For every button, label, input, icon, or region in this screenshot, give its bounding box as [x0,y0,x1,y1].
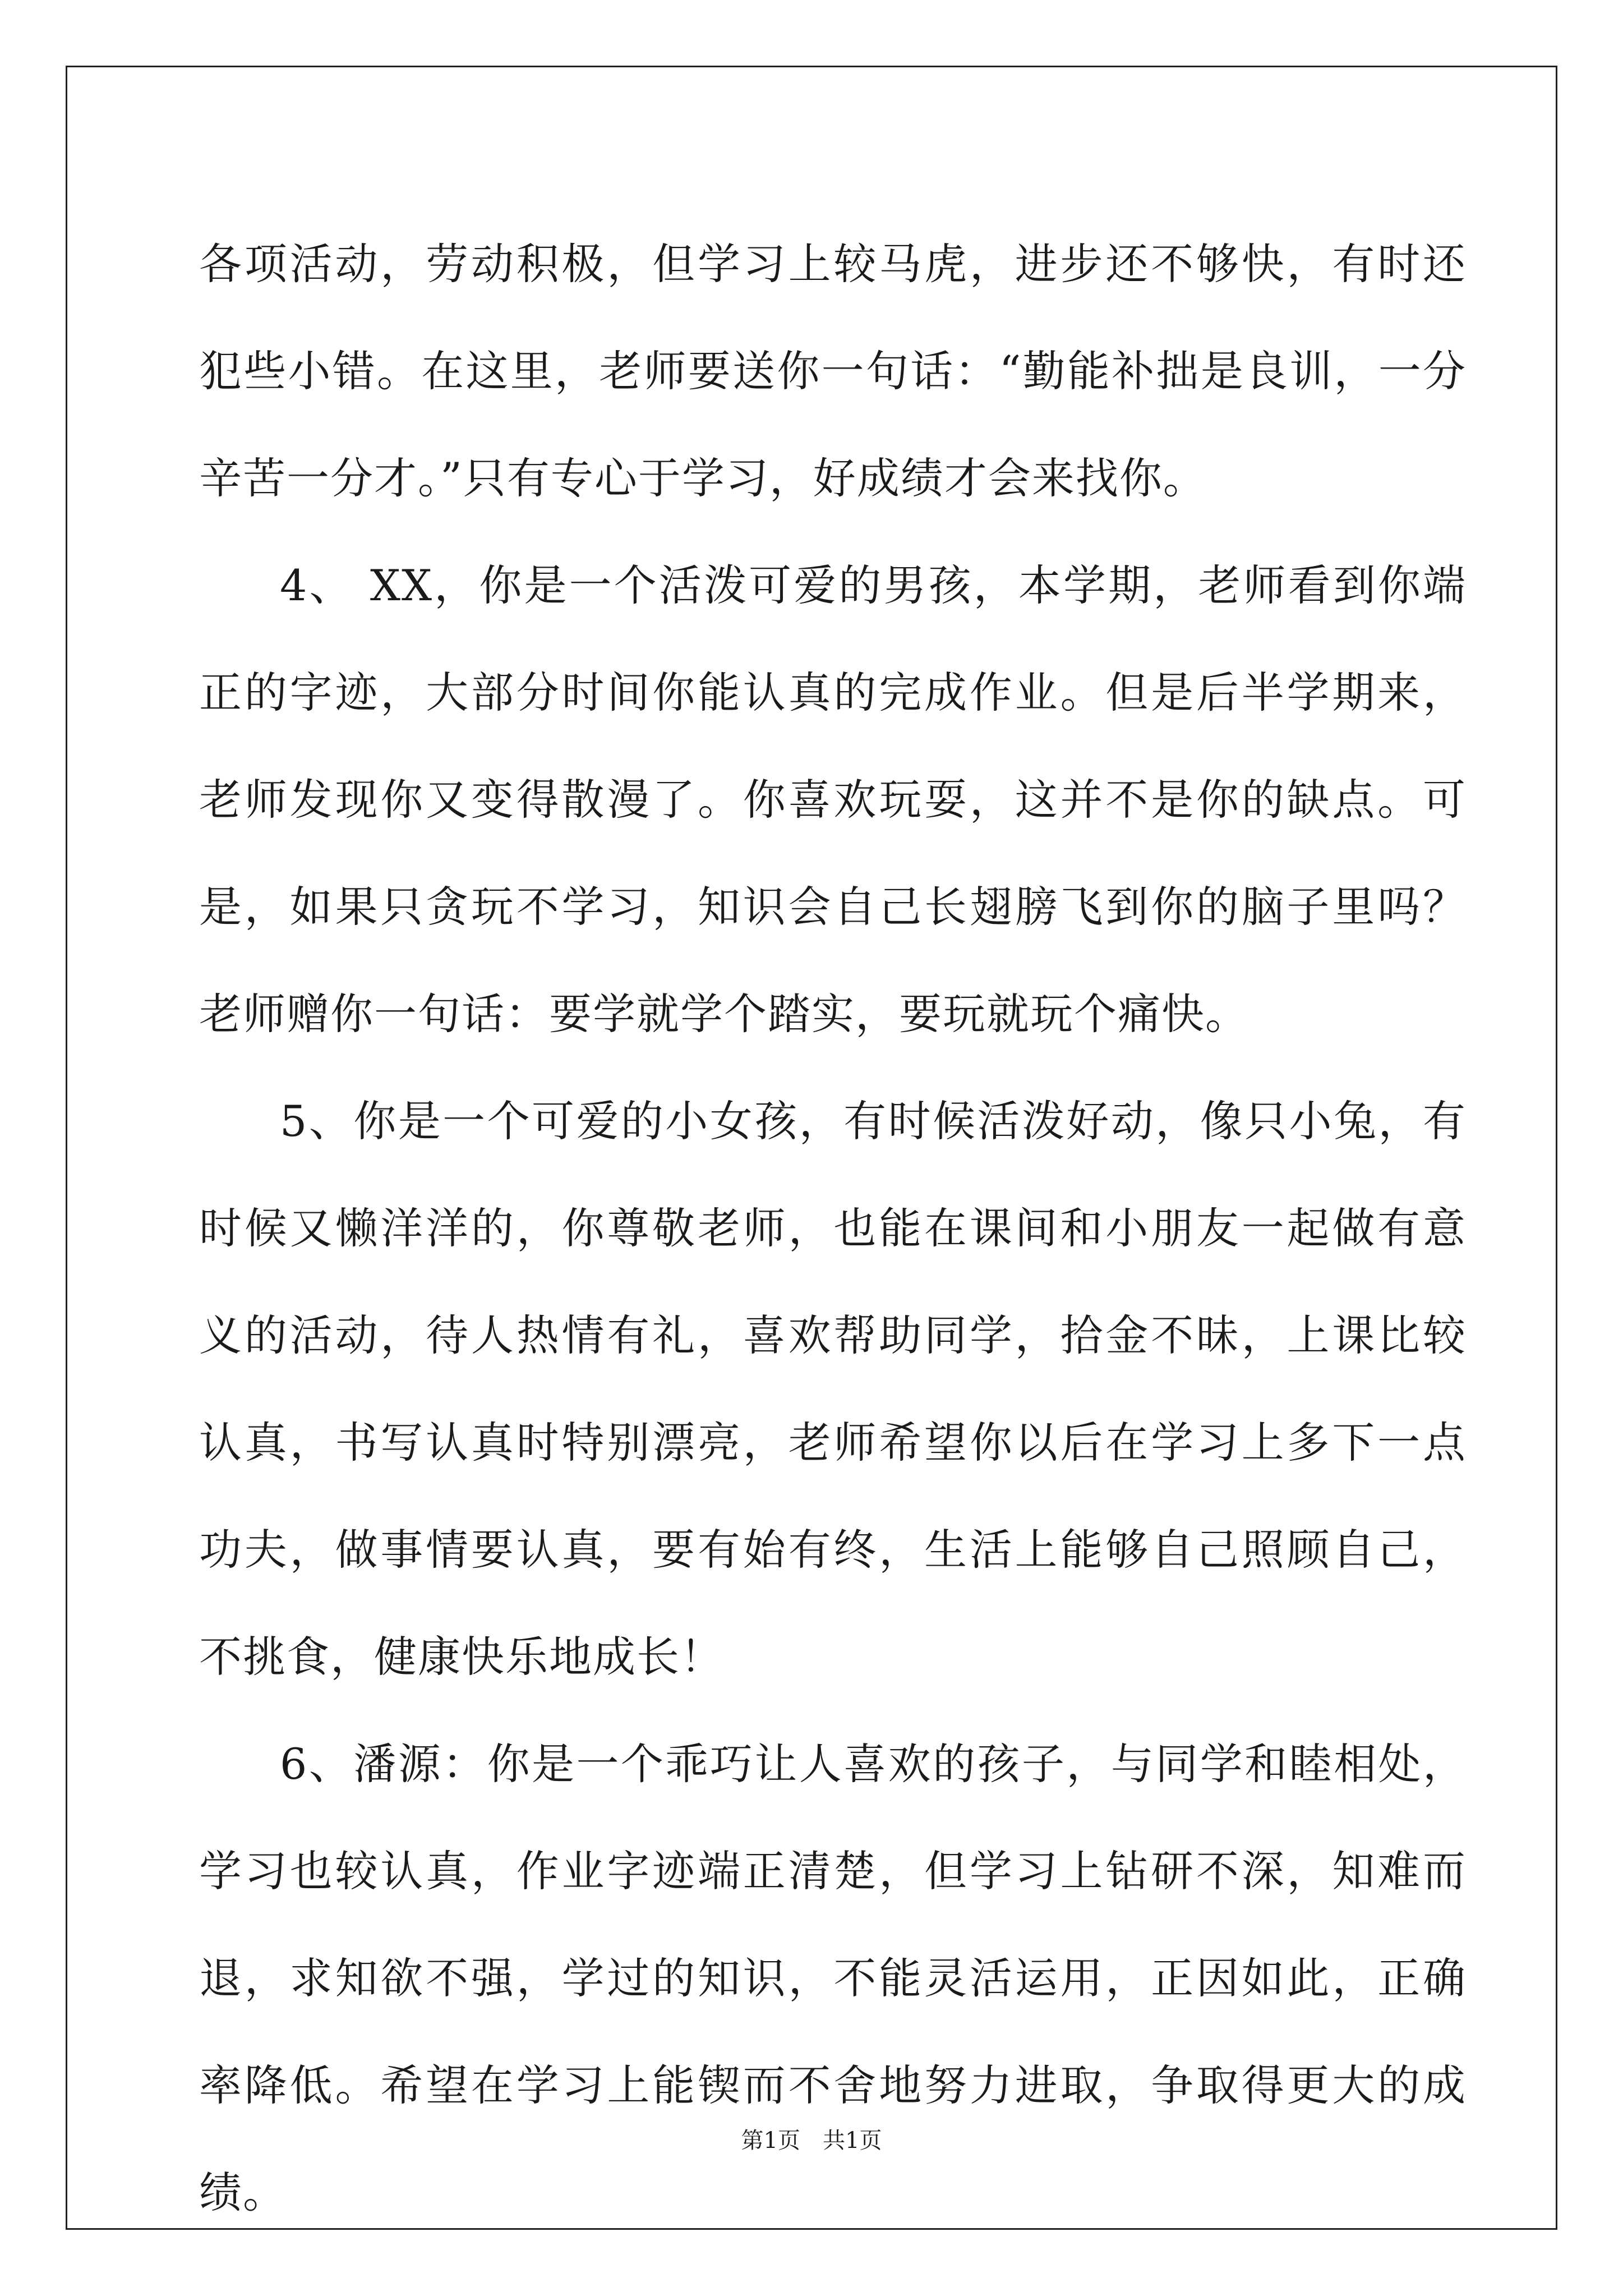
paragraph-continuation: 各项活动，劳动积极，但学习上较马虎，进步还不够快，有时还犯些小错。在这里，老师要送你一句话：“勤能补拙是良训，一分辛苦一分才。”只有专心于学习，好成绩才会来找你。 [199,239,1467,503]
paragraph-item-4: 4、 XX，你是一个活泼可爱的男孩，本学期，老师看到你端正的字迹，大部分时间你能认真的完成作业。但是后半学期来，老师发现你又变得散漫了。你喜欢玩耍，这并不是你的缺点。可是，如果只贪玩不学习，知识会自己长翅膀飞到你的脑子里吗？老师赠你一句话：要学就学个踏实，要玩就玩个痛快。 [199,560,1467,1039]
document-body [199,210,1467,2246]
paragraph-item-6: 6、潘源：你是一个乖巧让人喜欢的孩子，与同学和睦相处，学习也较认真，作业字迹端正清楚，但学习上钻研不深，知难而退，求知欲不强，学过的知识，不能灵活运用，正因如此，正确率降低。希望在学习上能锲而不舍地努力进取，争取得更大的成绩。 [199,1739,1467,2217]
page-footer: 第1页 共1页 [741,2128,882,2154]
paragraph-item-5: 5、你是一个可爱的小女孩，有时候活泼好动，像只小兔，有时候又懒洋洋的，你尊敬老师，也能在课间和小朋友一起做有意义的活动，待人热情有礼，喜欢帮助同学，拾金不昧，上课比较认真，书写认真时特别漂亮，老师希望你以后在学习上多下一点功夫，做事情要认真，要有始有终，生活上能够自己照顾自己，不挑食，健康快乐地成长！ [199,1096,1467,1682]
